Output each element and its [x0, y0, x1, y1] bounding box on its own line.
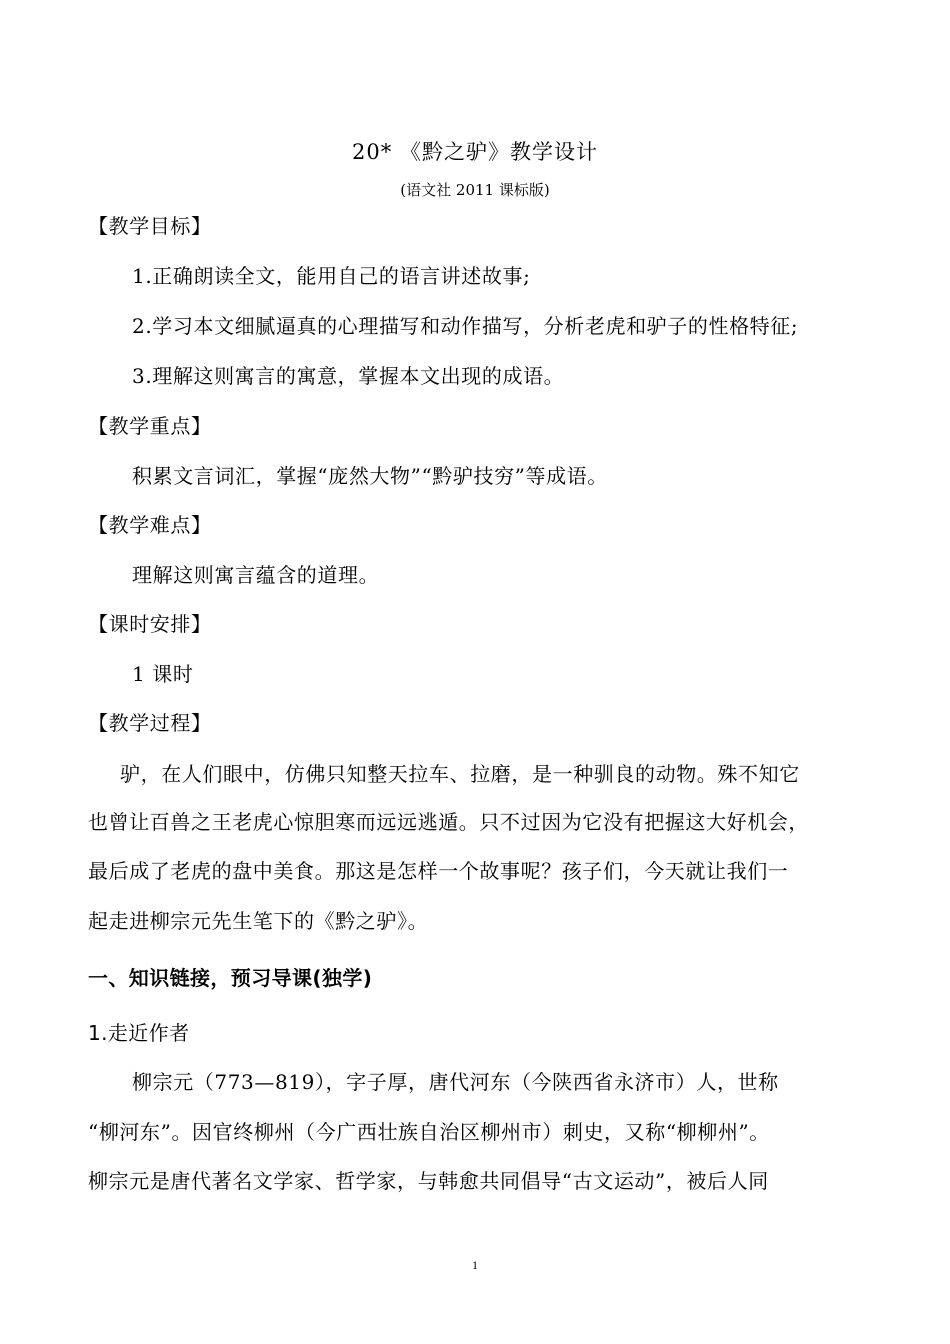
author-line-2: “柳河东”。因官终柳州（今广西壮族自治区柳州市）刺史，又称“柳柳州”。: [88, 1120, 770, 1144]
author-line-1: 柳宗元（773—819），字子厚，唐代河东（今陕西省永济市）人，世称: [132, 1070, 779, 1094]
intro-line-4: 起走进柳宗元先生笔下的《黔之驴》。: [88, 909, 429, 933]
schedule-text: 1 课时: [132, 662, 194, 686]
section-label-schedule: 【课时安排】: [88, 612, 212, 636]
section-label-difficulties: 【教学难点】: [88, 513, 212, 537]
goal-item-1: 1.正确朗读全文，能用自己的语言讲述故事;: [132, 264, 531, 288]
intro-line-3: 最后成了老虎的盘中美食。那这是怎样一个故事呢？孩子们，今天就让我们一: [88, 859, 789, 883]
section-label-key-points: 【教学重点】: [88, 414, 212, 438]
intro-line-2: 也曾让百兽之王老虎心惊胆寒而远远逃遁。只不过因为它没有把握这大好机会，: [88, 810, 809, 834]
part-one-heading: 一、知识链接，预习导课(独学): [88, 966, 373, 990]
page-number: 1: [472, 1258, 478, 1272]
section-label-process: 【教学过程】: [88, 711, 212, 735]
goal-item-3: 3.理解这则寓言的寓意，掌握本文出现的成语。: [132, 364, 565, 388]
document-subtitle: (语文社 2011 课标版): [400, 181, 550, 199]
part-one-subheading: 1.走近作者: [88, 1021, 190, 1045]
difficulties-text: 理解这则寓言蕴含的道理。: [132, 563, 380, 587]
document-title: 20* 《黔之驴》教学设计: [352, 140, 598, 164]
section-label-goals: 【教学目标】: [88, 214, 212, 238]
intro-line-1: 驴，在人们眼中，仿佛只知整天拉车、拉磨，是一种驯良的动物。殊不知它: [120, 762, 800, 786]
author-line-3: 柳宗元是唐代著名文学家、哲学家，与韩愈共同倡导“古文运动”，被后人同: [88, 1169, 769, 1193]
key-points-text: 积累文言词汇，掌握“庞然大物”“黔驴技穷”等成语。: [132, 464, 608, 488]
goal-item-2: 2.学习本文细腻逼真的心理描写和动作描写，分析老虎和驴子的性格特征;: [132, 314, 799, 338]
